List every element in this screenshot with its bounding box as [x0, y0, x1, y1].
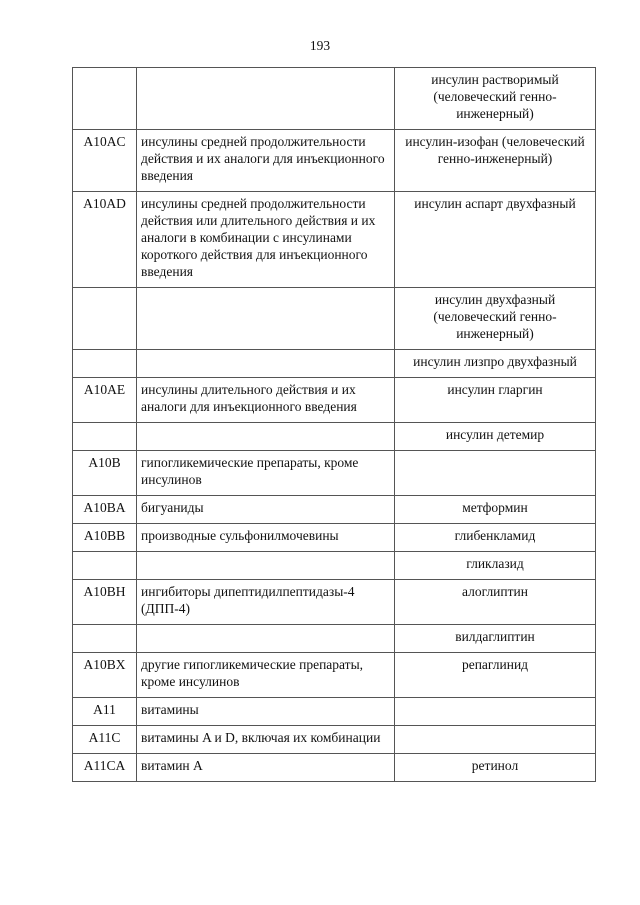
table-row: [73, 423, 596, 451]
drug-name-cell: инсулин растворимый (человеческий генно-инженерный): [395, 68, 596, 130]
drug-name-cell: метформин: [395, 496, 596, 524]
description-cell: витамин A: [137, 754, 395, 782]
drug-name-cell: инсулин гларгин: [395, 378, 596, 423]
drug-name-cell: ретинол: [395, 754, 596, 782]
page-number: 193: [309, 38, 331, 53]
table-row: [73, 580, 596, 625]
atc-code-cell: A10B: [73, 451, 137, 496]
description-cell: инсулины длительного действия и их аналоги для инъекционного введения: [137, 378, 395, 423]
drug-name-cell: [395, 698, 596, 726]
table-row: [73, 130, 596, 192]
table-row: [73, 496, 596, 524]
description-cell: [137, 423, 395, 451]
drug-name-cell: инсулин детемир: [395, 423, 596, 451]
description-cell: [137, 288, 395, 350]
table-body: [73, 68, 596, 782]
description-cell: производные сульфонилмочевины: [137, 524, 395, 552]
atc-code-cell: A11: [73, 698, 137, 726]
description-cell: [137, 552, 395, 580]
drug-name-cell: инсулин двухфазный (человеческий генно-инженерный): [395, 288, 596, 350]
drug-name-cell: алоглиптин: [395, 580, 596, 625]
table-row: [73, 451, 596, 496]
atc-code-cell: A11C: [73, 726, 137, 754]
drug-name-cell: инсулин-изофан (человеческий генно-инженерный): [395, 130, 596, 192]
atc-code-cell: A10AE: [73, 378, 137, 423]
drug-name-cell: [395, 726, 596, 754]
description-cell: витамины A и D, включая их комбинации: [137, 726, 395, 754]
table-row: [73, 68, 596, 130]
description-cell: гипогликемические препараты, кроме инсулинов: [137, 451, 395, 496]
table-row: [73, 726, 596, 754]
table-row: [73, 754, 596, 782]
atc-code-cell: [73, 625, 137, 653]
atc-code-cell: A10BA: [73, 496, 137, 524]
description-cell: ингибиторы дипептидилпептидазы-4 (ДПП-4): [137, 580, 395, 625]
table-row: [73, 524, 596, 552]
drug-name-cell: вилдаглиптин: [395, 625, 596, 653]
atc-code-cell: A10BH: [73, 580, 137, 625]
table-row: [73, 552, 596, 580]
atc-code-cell: A11CA: [73, 754, 137, 782]
atc-code-cell: A10AC: [73, 130, 137, 192]
description-cell: [137, 68, 395, 130]
drug-name-cell: инсулин лизпро двухфазный: [395, 350, 596, 378]
description-cell: инсулины средней продолжительности действия и их аналоги для инъекционного введения: [137, 130, 395, 192]
table-row: [73, 625, 596, 653]
drug-name-cell: глибенкламид: [395, 524, 596, 552]
atc-code-cell: A10AD: [73, 192, 137, 288]
table-row: [73, 653, 596, 698]
atc-code-cell: [73, 350, 137, 378]
table-row: [73, 350, 596, 378]
description-cell: [137, 350, 395, 378]
drug-name-cell: репаглинид: [395, 653, 596, 698]
description-cell: бигуаниды: [137, 496, 395, 524]
drug-classification-table: [72, 67, 596, 782]
description-cell: витамины: [137, 698, 395, 726]
drug-name-cell: гликлазид: [395, 552, 596, 580]
table-row: [73, 192, 596, 288]
atc-code-cell: [73, 288, 137, 350]
atc-code-cell: [73, 68, 137, 130]
atc-code-cell: [73, 423, 137, 451]
table-row: [73, 288, 596, 350]
description-cell: [137, 625, 395, 653]
atc-code-cell: A10BX: [73, 653, 137, 698]
atc-code-cell: [73, 552, 137, 580]
atc-code-cell: A10BB: [73, 524, 137, 552]
table-row: [73, 378, 596, 423]
drug-name-cell: инсулин аспарт двухфазный: [395, 192, 596, 288]
table-row: [73, 698, 596, 726]
description-cell: другие гипогликемические препараты, кроме инсулинов: [137, 653, 395, 698]
drug-name-cell: [395, 451, 596, 496]
description-cell: инсулины средней продолжительности действия или длительного действия и их аналоги в комбинации с инсулинами короткого действия для инъекционного введения: [137, 192, 395, 288]
